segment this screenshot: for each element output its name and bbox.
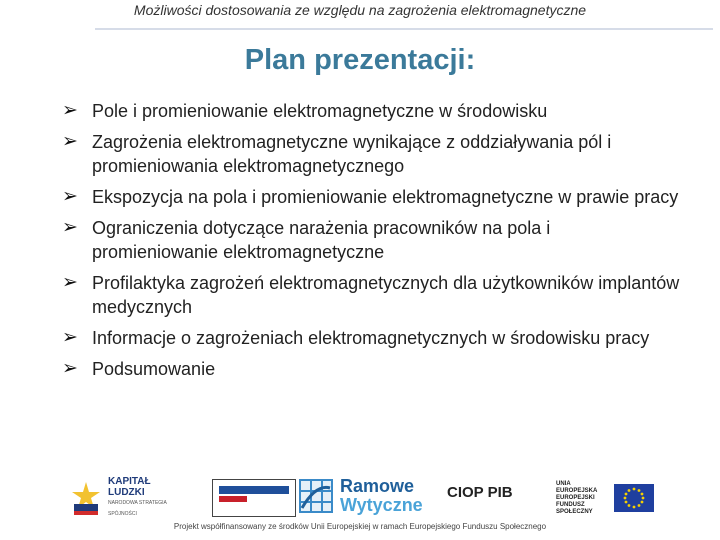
list-item-text: Informacje o zagrożeniach elektromagnetycznych w środowisku pracy	[92, 328, 650, 348]
arrow-bullet-icon: ➢	[62, 272, 78, 293]
kapital-ludzki-logo	[70, 478, 185, 518]
ramowe-wytyczne-logo	[298, 474, 428, 518]
arrow-bullet-icon: ➢	[62, 327, 78, 348]
arrow-bullet-icon: ➢	[62, 217, 78, 238]
ciop-pib-logo: CIOP PIB	[447, 484, 513, 501]
agenda-list	[60, 99, 680, 388]
kapital-ludzki-sub: NARODOWA STRATEGIA SPÓJNOŚCI	[108, 500, 167, 517]
grid-logo-icon	[298, 478, 334, 514]
list-item-text: Profilaktyka zagrożeń elektromagnetycznych dla użytkowników implantów medycznych	[92, 273, 680, 317]
list-item-text: Podsumowanie	[92, 359, 216, 379]
star-emblem-icon	[70, 480, 102, 516]
arrow-bullet-icon: ➢	[62, 358, 78, 379]
list-item	[60, 130, 680, 178]
list-item-text: Zagrożenia elektromagnetyczne wynikające z oddziaływania pól i promieniowania elektromagnetycznego	[92, 132, 612, 176]
list-item	[60, 326, 680, 350]
eu-label: UNIA EUROPEJSKA EUROPEJSKI FUNDUSZ SPOŁECZNY	[556, 480, 598, 515]
list-item-text: Pole i promieniowanie elektromagnetyczne w środowisku	[92, 101, 548, 121]
slide-header: Możliwości dostosowania ze względu na zagrożenia elektromagnetyczne	[133, 2, 587, 18]
arrow-bullet-icon: ➢	[62, 131, 78, 152]
header-divider	[95, 28, 713, 30]
list-item	[60, 216, 680, 264]
eu-logo	[556, 482, 656, 514]
eu-flag-icon	[614, 484, 654, 512]
list-item	[60, 357, 680, 381]
list-item	[60, 185, 680, 209]
list-item-text: Ekspozycja na pola i promieniowanie elektromagnetyczne w prawie pracy	[92, 187, 679, 207]
list-item	[60, 271, 680, 319]
slide-title: Plan prezentacji:	[244, 44, 476, 76]
footnote: Projekt współfinansowany ze środków Unii Europejskiej w ramach Europejskiego Funduszu Społecznego	[173, 522, 547, 531]
institute-logo	[212, 479, 296, 517]
kapital-ludzki-label: KAPITAŁ LUDZKI	[108, 476, 151, 498]
list-item	[60, 99, 680, 123]
ramowe-label: Ramowe	[340, 476, 415, 496]
arrow-bullet-icon: ➢	[62, 186, 78, 207]
arrow-bullet-icon: ➢	[62, 100, 78, 121]
list-item-text: Ograniczenia dotyczące narażenia pracowników na pola i promieniowanie elektromagnetyczne	[92, 218, 551, 262]
wytyczne-label: Wytyczne	[340, 495, 423, 515]
footer-logos	[0, 470, 720, 540]
